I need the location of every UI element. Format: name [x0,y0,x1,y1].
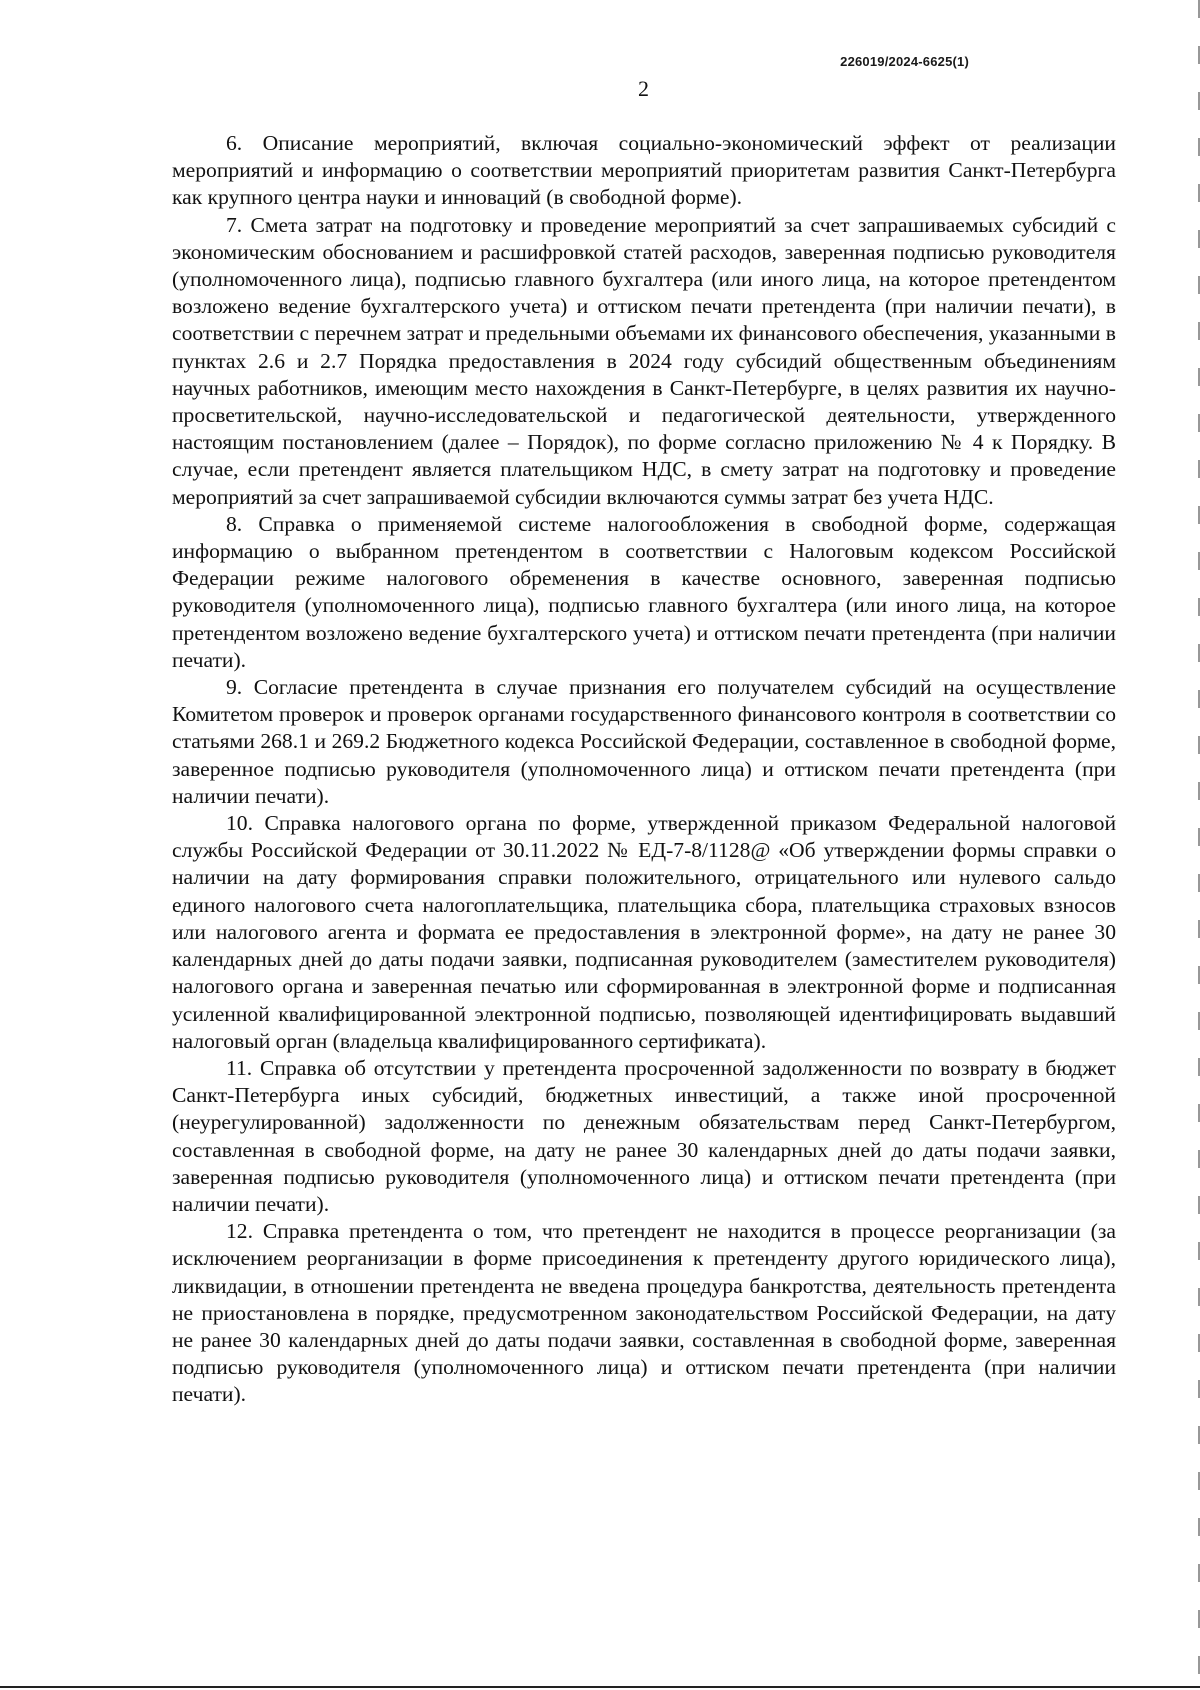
paragraph-item-10: 10. Справка налогового органа по форме, утвержденной приказом Федеральной налоговой службы Российской Федерации от 30.11.2022 № ЕД-7-8/1128@ «Об утверждении формы справки о наличии на дату формирования справки положительного, отрицательного или нулевого сальдо единого налогового счета налогоплательщика, плательщика сбора, плательщика страховых взносов или налогового агента и формата ее предоставления в электронной форме», на дату не ранее 30 календарных дней до даты подачи заявки, подписанная руководителем (заместителем руководителя) налогового органа и заверенная печатью или сформированная в электронной форме и подписанная усиленной квалифицированной электронной подписью, позволяющей идентифицировать выдавший налоговый орган (владельца квалифицированного сертификата). [172,811,1116,1053]
scan-edge-bottom [0,1686,1200,1688]
paragraph-item-7: 7. Смета затрат на подготовку и проведение мероприятий за счет запрашиваемых субсидий с экономическим обоснованием и расшифровкой статей расходов, заверенная подписью руководителя (уполномоченного лица), подписью главного бухгалтера (или иного лица, на которое претендентом возложено ведение бухгалтерского учета) и оттиском печати претендента (при наличии печати), в соответствии с перечнем затрат и предельными объемами их финансового обеспечения, указанными в пунктах 2.6 и 2.7 Порядка предоставления в 2024 году субсидий общественным объединениям научных работников, имеющим место нахождения в Санкт-Петербурге, в целях развития их научно-просветительской, научно-исследовательской и педагогической деятельности, утвержденного настоящим постановлением (далее – Порядок), по форме согласно приложению № 4 к Порядку. В случае, если претендент является плательщиком НДС, в смету затрат на подготовку и проведение мероприятий за счет запрашиваемой субсидии включаются суммы затрат без учета НДС. [172,212,1116,509]
paragraph-item-9: 9. Согласие претендента в случае признания его получателем субсидий на осуществление Комитетом проверок и проверок органами государственного финансового контроля в соответствии со статьями 268.1 и 269.2 Бюджетного кодекса Российской Федерации, составленное в свободной форме, заверенное подписью руководителя (уполномоченного лица) и оттиском печати претендента (при наличии печати). [172,675,1116,808]
paragraph-item-8: 8. Справка о применяемой системе налогообложения в свободной форме, содержащая информацию о выбранном претендентом в соответствии с Налоговым кодексом Российской Федерации режиме налогового обременения в качестве основного, заверенная подписью руководителя (уполномоченного лица), подписью главного бухгалтера (или иного лица, на которое претендентом возложено ведение бухгалтерского учета) и оттиском печати претендента (при наличии печати). [172,511,1116,672]
page-number: 2 [638,76,649,101]
document-body [172,130,1116,1409]
paragraph-item-12: 12. Справка претендента о том, что претендент не находится в процессе реорганизации (за исключением реорганизации в форме присоединения к претенденту другого юридического лица), ликвидации, в отношении претендента не введена процедура банкротства, деятельность претендента не приостановлена в порядке, предусмотренном законодательством Российской Федерации, на дату не ранее 30 календарных дней до даты подачи заявки, составленная в свободной форме, заверенная подписью руководителя (уполномоченного лица) и оттиском печати претендента (при наличии печати). [172,1219,1116,1407]
document-registration-number: 226019/2024-6625(1) [840,54,969,69]
paragraph-item-6: 6. Описание мероприятий, включая социально-экономический эффект от реализации мероприятий и информацию о соответствии мероприятий приоритетам развития Санкт-Петербурга как крупного центра науки и инноваций (в свободной форме). [172,131,1116,210]
paragraph-item-11: 11. Справка об отсутствии у претендента просроченной задолженности по возврату в бюджет Санкт-Петербурга иных субсидий, бюджетных инвестиций, а также иной просроченной (неурегулированной) задолженности по денежным обязательствам перед Санкт-Петербургом, составленная в свободной форме, на дату не ранее 30 календарных дней до даты подачи заявки, заверенная подписью руководителя (уполномоченного лица) и оттиском печати претендента (при наличии печати). [172,1055,1116,1216]
